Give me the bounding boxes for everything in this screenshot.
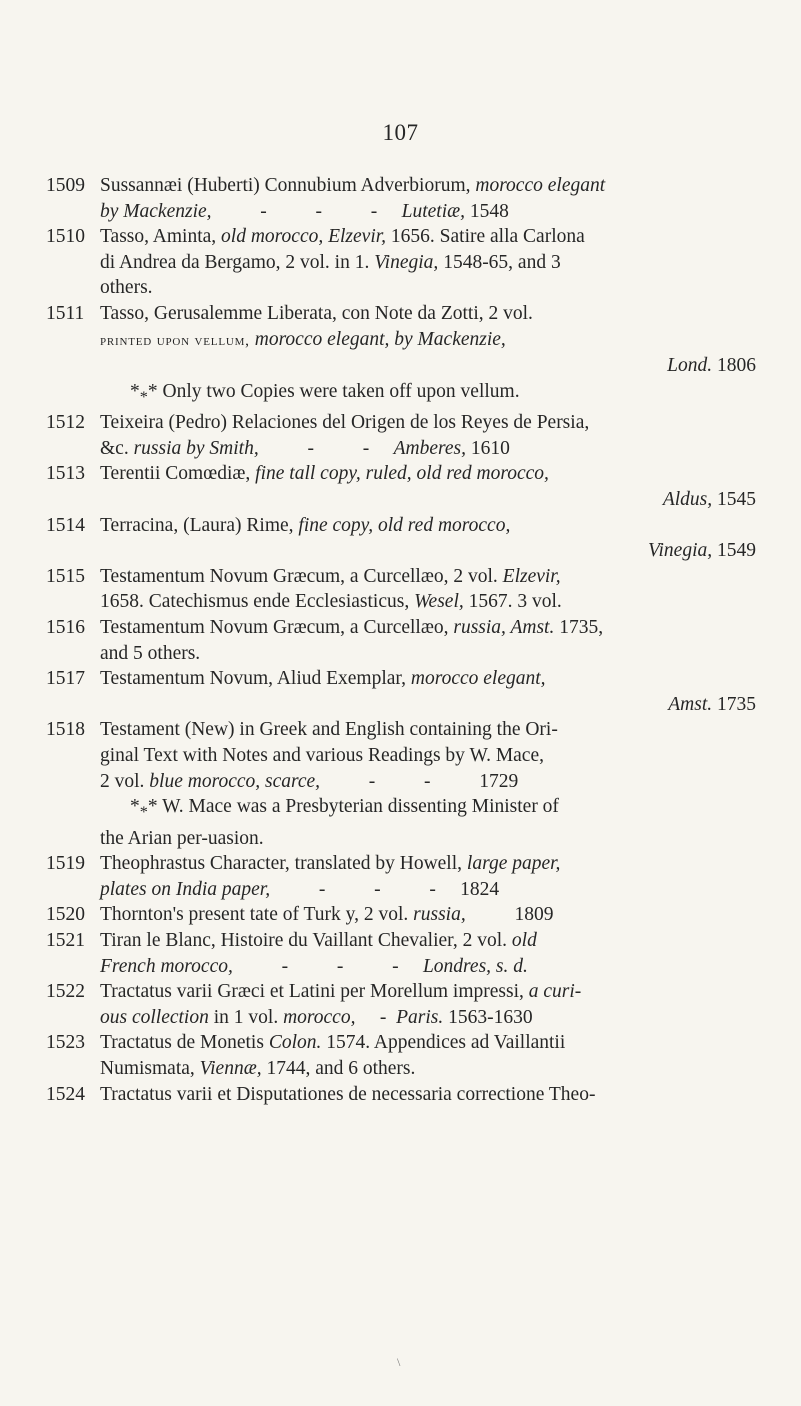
entry-line: Tractatus de Monetis Colon. 1574. Appendices ad Vaillantii — [100, 1032, 566, 1054]
page-number: 107 — [382, 120, 419, 145]
catalogue-entry — [46, 1082, 756, 1108]
entry-line: Thornton's present tate of Turk y, 2 vol. russia, 1809 — [100, 904, 554, 926]
catalogue-entry — [46, 851, 756, 902]
entry-line: Tractatus varii et Disputationes de necessaria correctione Theo- — [100, 1083, 596, 1105]
entry-line: Tractatus varii Græci et Latini per Morellum impressi, a curi- — [100, 981, 582, 1003]
entry-line: others. — [100, 277, 153, 299]
entry-line: Testamentum Novum Græcum, a Curcellæo, 2 vol. Elzevir, — [100, 565, 561, 587]
lot-number: 1517 — [46, 668, 85, 690]
entry-line: Theophrastus Character, translated by Howell, large paper, — [100, 853, 561, 875]
entry-line: ginal Text with Notes and various Readings by W. Mace, — [100, 744, 544, 766]
entry-line: Terentii Comœdiæ, fine tall copy, ruled, old red morocco, — [100, 463, 549, 485]
catalogue-entry — [46, 564, 756, 615]
entry-line: Tiran le Blanc, Histoire du Vaillant Chevalier, 2 vol. old — [100, 930, 537, 951]
entry-line: Numismata, Viennæ, 1744, and 6 others. — [100, 1057, 416, 1079]
catalogue-entry — [46, 461, 756, 512]
lot-number: 1520 — [46, 904, 85, 926]
catalogue-entry — [46, 173, 756, 224]
entry-line: Amst. 1735 — [668, 693, 756, 715]
entry-line: Terracina, (Laura) Rime, fine copy, old red morocco, — [100, 514, 511, 536]
entry-line: 2 vol. blue morocco, scarce, - - 1729 — [100, 770, 519, 792]
entry-line: di Andrea da Bergamo, 2 vol. in 1. Vinegia, 1548-65, and 3 — [100, 251, 561, 273]
entry-line: Tasso, Gerusalemme Liberata, con Note da Zotti, 2 vol. — [100, 302, 533, 324]
entry-line: French morocco, - - - Londres, s. d. — [100, 955, 528, 977]
catalogue-entry — [46, 615, 756, 666]
entry-note: the Arian per-uasion. — [100, 827, 264, 849]
lot-number: 1518 — [46, 719, 85, 741]
entry-line: plates on India paper, - - - 1824 — [100, 878, 500, 900]
entry-line: printed upon vellum, morocco elegant, by Mackenzie, — [100, 328, 506, 350]
entry-line: Vinegia, 1549 — [648, 540, 756, 562]
catalogue-entry — [46, 410, 756, 461]
catalogue-entry — [46, 979, 756, 1030]
lot-number: 1513 — [46, 463, 85, 485]
lot-number: 1522 — [46, 981, 85, 1003]
catalogue-entry — [46, 224, 756, 301]
entry-note: $*_**$ W. Mace was a Presbyterian dissenting Minister of — [130, 796, 559, 822]
entry-line: by Mackenzie, - - - Lutetiæ, 1548 — [100, 200, 509, 222]
entry-line: Sussannæi (Huberti) Connubium Adverbiorum, morocco elegant — [100, 175, 606, 196]
catalogue-entry — [46, 928, 756, 979]
catalogue-entry — [46, 301, 756, 379]
lot-number: 1509 — [46, 175, 85, 196]
entry-line: ous collection in 1 vol. morocco, - Paris. 1563-1630 — [100, 1006, 533, 1028]
lot-number: 1516 — [46, 616, 85, 638]
lot-number: 1523 — [46, 1032, 85, 1054]
catalogue-entry — [46, 513, 756, 564]
entry-line: Lond. 1806 — [667, 355, 756, 377]
lot-number: 1512 — [46, 412, 85, 434]
catalogue-entry — [46, 666, 756, 717]
entry-line: Testamentum Novum Græcum, a Curcellæo, russia, Amst. 1735, — [100, 616, 604, 638]
entry-line: Aldus, 1545 — [662, 489, 756, 511]
entry-line: Testamentum Novum, Aliud Exemplar, morocco elegant, — [100, 668, 546, 690]
entry-line: Testament (New) in Greek and English containing the Ori- — [100, 719, 558, 741]
catalogue-entries — [46, 173, 756, 1107]
entry-line: 1658. Catechismus ende Ecclesiasticus, Wesel, 1567. 3 vol. — [100, 591, 562, 613]
lot-number: 1514 — [46, 514, 85, 536]
lot-number: 1521 — [46, 930, 85, 951]
lot-number: 1519 — [46, 853, 85, 875]
entry-line: Teixeira (Pedro) Relaciones del Origen de los Reyes de Persia, — [100, 412, 590, 434]
lot-number: 1511 — [46, 302, 85, 324]
catalogue-entry — [46, 1030, 756, 1081]
lot-number: 1510 — [46, 226, 85, 248]
lot-number: 1515 — [46, 565, 85, 587]
stray-mark: \ — [397, 1355, 401, 1369]
entry-note: $*_**$ Only two Copies were taken off upon vellum. — [130, 380, 520, 406]
catalogue-entry — [46, 902, 756, 928]
entry-line: and 5 others. — [100, 642, 201, 664]
entry-line: Tasso, Aminta, old morocco, Elzevir, 1656. Satire alla Carlona — [100, 226, 585, 248]
lot-number: 1524 — [46, 1083, 85, 1105]
entry-line: &c. russia by Smith, - - Amberes, 1610 — [100, 437, 510, 459]
catalogue-entry — [46, 717, 756, 794]
